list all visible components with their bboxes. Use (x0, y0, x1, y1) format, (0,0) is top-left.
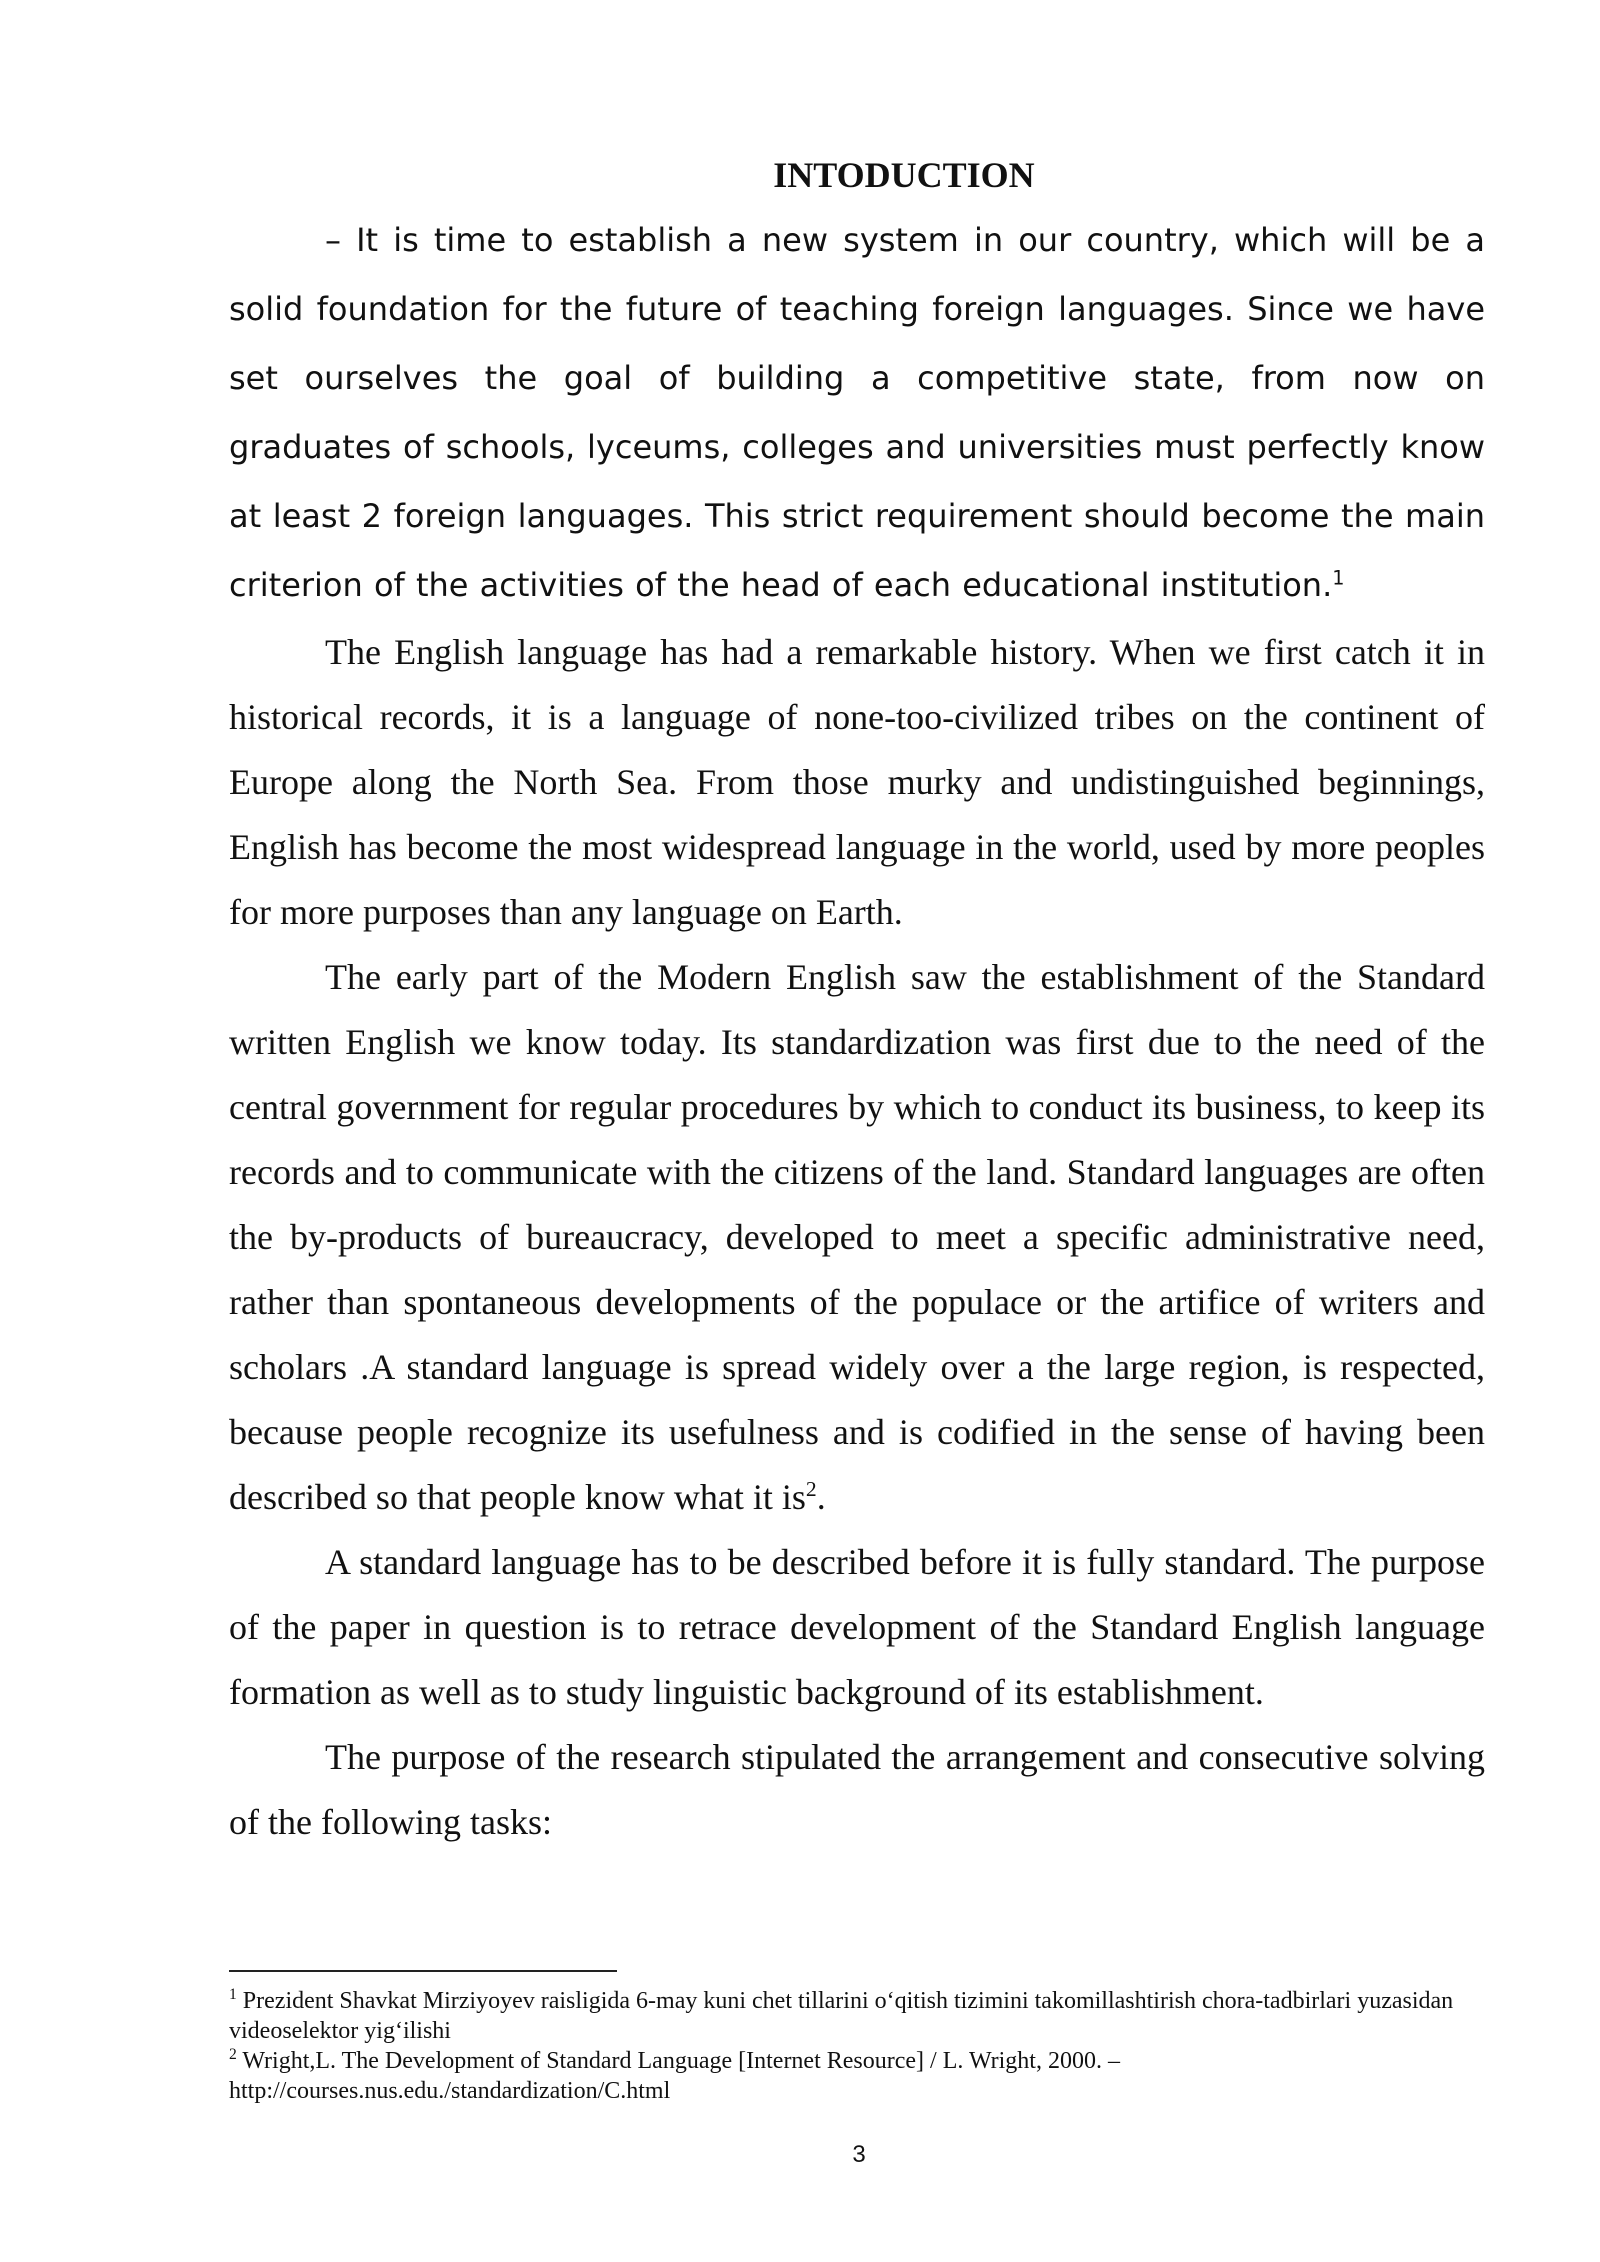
paragraph-purpose: A standard language has to be described before it is fully standard. The purpose of the paper in question is to retrace development of the Standard English language formation as well as to study linguistic background of its establishment. (229, 1542, 1485, 1712)
footnote-number: 2 (229, 2046, 237, 2063)
footnote-2 (229, 2046, 1485, 2106)
paragraph-intro-quote (229, 206, 1485, 620)
footnote-text: Wright,L. The Development of Standard Language [Internet Resource] / L. Wright, 2000. – http://courses.nus.edu./standardization/C.html (229, 2048, 1120, 2104)
paragraph-tasks: The purpose of the research stipulated the arrangement and consecutive solving of the following tasks: (229, 1737, 1485, 1842)
paragraph-modern-english (229, 945, 1485, 1530)
paragraph-text-end: . (816, 1477, 826, 1517)
footnote-reference[interactable]: 2 (805, 1477, 817, 1501)
footnote-reference[interactable]: 1 (1332, 566, 1345, 590)
page-number: 3 (852, 2141, 866, 2168)
footnote-1 (229, 1986, 1485, 2046)
body-section-serif (229, 620, 1485, 1855)
page-title: INTODUCTION (773, 155, 1035, 195)
footnote-separator (229, 1970, 617, 1972)
paragraph-text: – It is time to establish a new system in our country, which will be a solid foundation for the future of teaching foreign languages. Since we have set ourselves the goal of building a competitive state, from now on graduates of schools, lyceums, colleges and universities must perfectly know at least 2 foreign languages. This strict requirement should become the main criterion of the activities of the head of each educational institution. (229, 221, 1485, 604)
footnote-number: 1 (229, 1986, 237, 2003)
footnotes (229, 1986, 1485, 2106)
paragraph-text: The early part of the Modern English saw the establishment of the Standard written English we know today. Its standardization was first due to the need of the central government for regular procedures by which to conduct its business, to keep its records and to communicate with the citizens of the land. Standard languages are often the by-products of bureaucracy, developed to meet a specific administrative need, rather than spontaneous developments of the populace or the artifice of writers and scholars .A standard language is spread widely over a the large region, is respected, because people recognize its usefulness and is codified in the sense of having been described so that people know what it is (229, 957, 1485, 1517)
body-section-sans (229, 206, 1485, 620)
footnote-text: Prezident Shavkat Mirziyoyev raisligida 6-may kuni chet tillarini o‘qitish tizimini takomillashtirish chora-tadbirlari yuzasidan videoselektor yig‘ilishi (229, 1988, 1454, 2044)
paragraph-english-history: The English language has had a remarkable history. When we first catch it in historical records, it is a language of none-too-civilized tribes on the continent of Europe along the North Sea. From those murky and undistinguished beginnings, English has become the most widespread language in the world, used by more peoples for more purposes than any language on Earth. (229, 632, 1485, 932)
